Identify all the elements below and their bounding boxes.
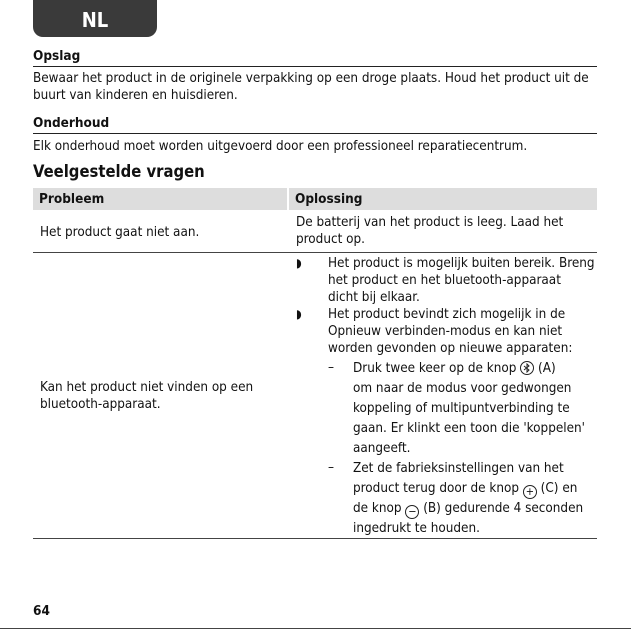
sub-text: product terug door de knop: [353, 481, 520, 496]
sub-line: gaan. Er klinkt een toon die 'koppelen': [353, 421, 585, 436]
sub-item-2: [353, 459, 583, 539]
dash-marker: –: [328, 460, 335, 475]
sub-line: ingedrukt te houden.: [353, 521, 480, 536]
sub-text: de knop: [353, 501, 402, 516]
sub-line: aangeeft.: [353, 441, 411, 456]
table-bottom-border: [33, 538, 597, 539]
language-tab: [33, 0, 157, 37]
sub-line: [353, 359, 585, 379]
solution-line: product op.: [296, 232, 365, 247]
sub-line: [353, 479, 583, 499]
sub-text: Druk twee keer op de knop: [353, 361, 517, 376]
bluetooth-icon: [520, 361, 534, 375]
storage-heading: Opslag: [33, 48, 597, 67]
sub-item-1: [353, 359, 585, 459]
storage-text: [33, 70, 597, 104]
dash-marker: –: [328, 360, 335, 375]
bullet-marker-icon: ◗: [296, 307, 302, 321]
page-number: 64: [33, 603, 50, 619]
sub-line: Zet de fabrieksinstellingen van het: [353, 461, 564, 476]
header-divider: [287, 188, 289, 210]
row1-problem: Het product gaat niet aan.: [40, 225, 200, 240]
sub-line: om naar de modus voor gedwongen: [353, 381, 572, 396]
minus-button-icon: −: [405, 505, 419, 519]
bullet-line: Opnieuw verbinden-modus en kan niet: [328, 324, 563, 339]
sub-text: (B) gedurende 4 seconden: [423, 501, 584, 516]
sub-text: (C) en: [540, 481, 578, 496]
problem-line: bluetooth-apparaat.: [40, 397, 161, 412]
plus-button-icon: +: [523, 485, 537, 499]
faq-title: Veelgestelde vragen: [33, 162, 205, 181]
maintenance-text: Elk onderhoud moet worden uitgevoerd door een professioneel reparatiecentrum.: [33, 139, 528, 154]
row-divider: [33, 252, 597, 253]
bullet-line: Het product is mogelijk buiten bereik. Breng: [328, 256, 595, 271]
bullet-line: Het product bevindt zich mogelijk in de: [328, 307, 566, 322]
sub-line: koppeling of multipuntverbinding te: [353, 401, 570, 416]
bullet-line: worden gevonden op nieuwe apparaten:: [328, 341, 573, 356]
column-header-solution: Oplossing: [295, 191, 363, 207]
solution-line: De batterij van het product is leeg. Laad het: [296, 215, 564, 230]
bullet-item-2: [328, 306, 572, 357]
sub-line: [353, 499, 583, 519]
bullet-marker-icon: ◗: [296, 256, 302, 270]
language-label: NL: [81, 8, 109, 32]
sub-text: (A): [538, 361, 556, 376]
problem-line: Kan het product niet vinden op een: [40, 380, 254, 395]
storage-text-line: Bewaar het product in de originele verpakking op een droge plaats. Houd het product uit de: [33, 71, 589, 86]
footer-divider: [0, 628, 631, 629]
bullet-line: dicht bij elkaar.: [328, 290, 420, 305]
row2-problem: [40, 379, 253, 413]
faq-table-header: [33, 188, 597, 210]
row1-solution: [296, 214, 563, 248]
storage-text-line: buurt van kinderen en huisdieren.: [33, 88, 238, 103]
bullet-item-1: [328, 255, 595, 306]
bullet-line: het product en het bluetooth-apparaat: [328, 273, 561, 288]
maintenance-heading: Onderhoud: [33, 115, 597, 134]
column-header-problem: Probleem: [39, 191, 105, 207]
